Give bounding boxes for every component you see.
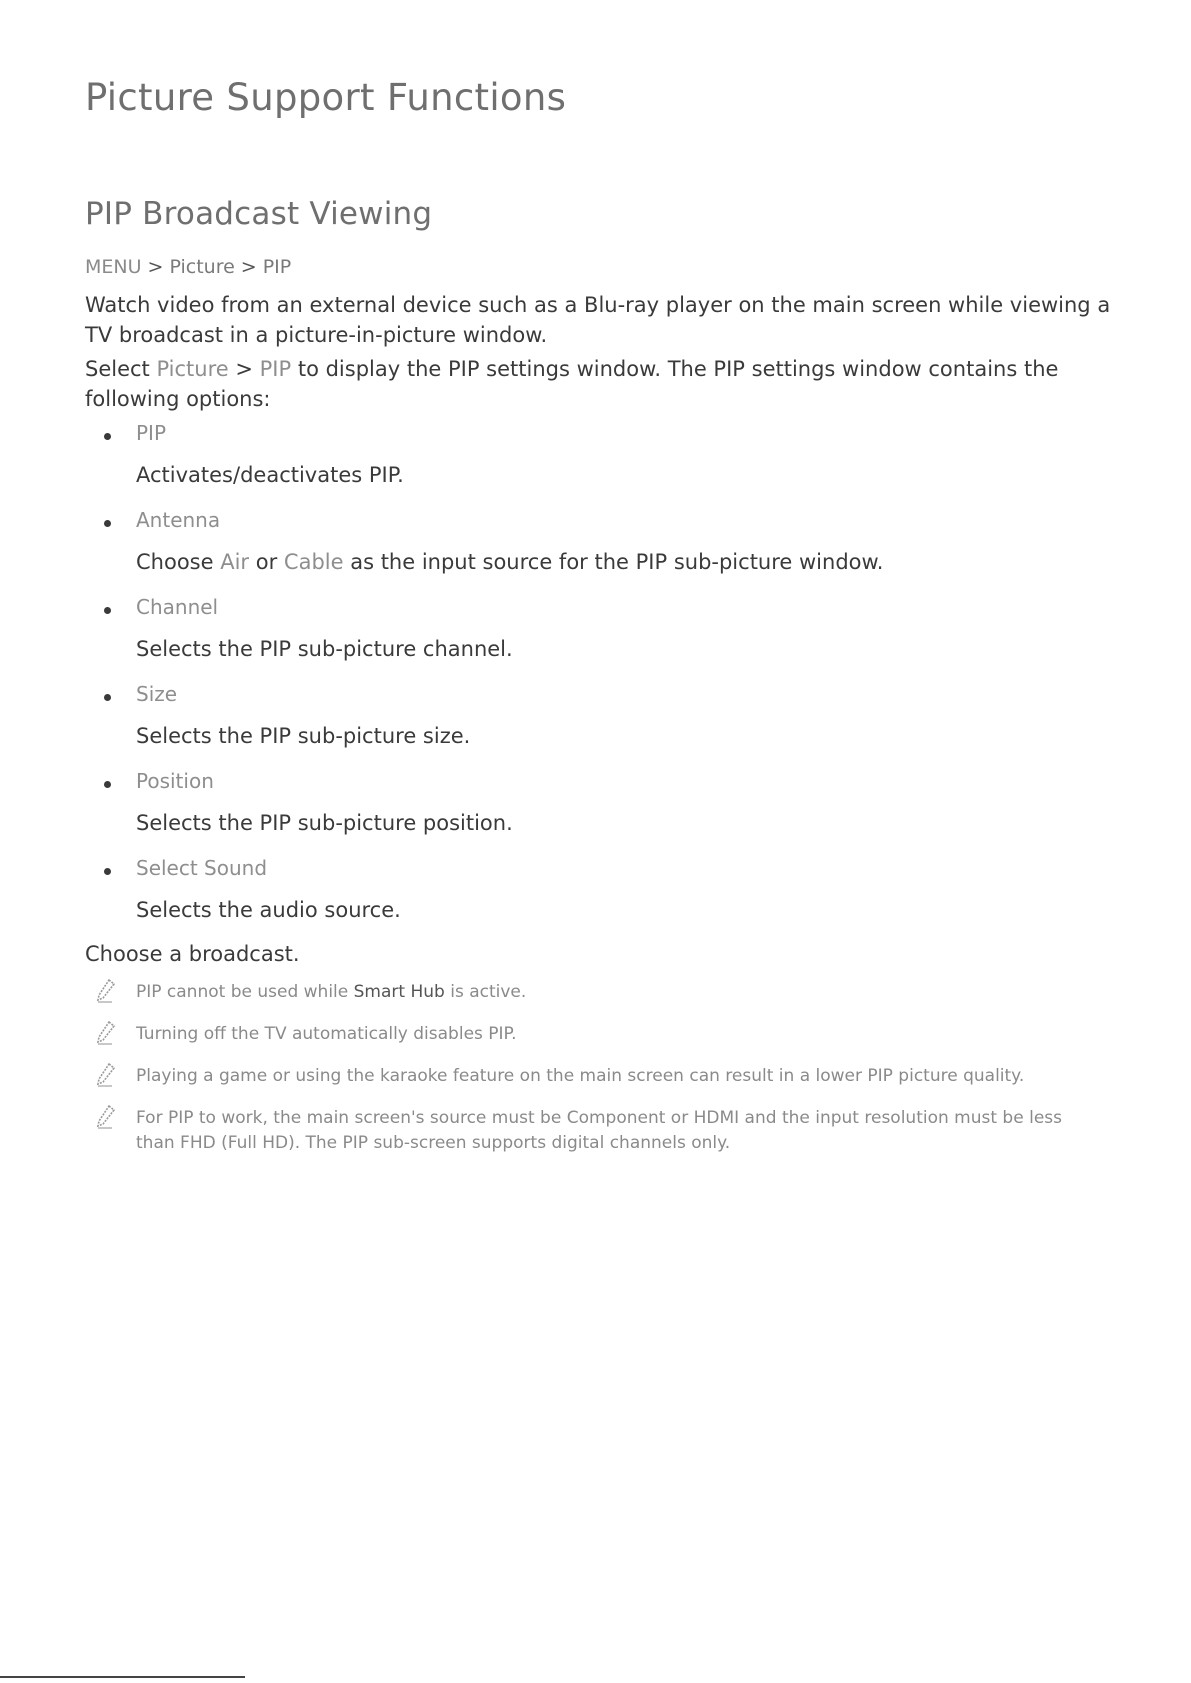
pencil-note-icon: [95, 1104, 117, 1130]
breadcrumb-picture: Picture: [169, 256, 235, 278]
bullet-icon: [104, 868, 111, 875]
option-desc-text: Choose: [136, 550, 221, 574]
options-list: [0, 418, 1191, 940]
option-desc: Activates/deactivates PIP.: [136, 463, 404, 487]
footer-divider: [0, 1676, 245, 1678]
note-item: [0, 1064, 1191, 1089]
option-name: Select Sound: [136, 856, 268, 880]
breadcrumb-separator: >: [240, 256, 257, 278]
list-item: [0, 592, 1191, 679]
list-item: [0, 853, 1191, 940]
pencil-note-icon: [95, 1062, 117, 1088]
breadcrumb-separator: >: [147, 256, 164, 278]
breadcrumb-pip: PIP: [262, 256, 292, 278]
closing-paragraph: Choose a broadcast.: [85, 942, 300, 966]
menu-path-pip: PIP: [259, 357, 292, 381]
section-title: PIP Broadcast Viewing: [85, 196, 433, 232]
option-desc: Selects the audio source.: [136, 898, 401, 922]
note-text: For PIP to work, the main screen's source must be Component or HDMI and the input resolution must be less than FHD (Full HD). The PIP sub-screen supports digital channels only.: [136, 1108, 1062, 1153]
breadcrumb-menu: MENU: [85, 256, 142, 278]
option-desc: Selects the PIP sub-picture channel.: [136, 637, 513, 661]
pencil-note-icon: [95, 1020, 117, 1046]
select-text-rest: to display the PIP settings window. The PIP settings window contains the following options:: [85, 357, 1059, 411]
breadcrumb: [85, 256, 291, 278]
bullet-icon: [104, 694, 111, 701]
option-name: PIP: [136, 421, 167, 445]
option-desc: Selects the PIP sub-picture size.: [136, 724, 471, 748]
note-item: [0, 1106, 1191, 1156]
note-item: [0, 1022, 1191, 1047]
menu-path-picture: Picture: [156, 357, 229, 381]
menu-path-separator: >: [228, 357, 260, 381]
option-name: Channel: [136, 595, 219, 619]
option-value-cable: Cable: [283, 550, 344, 574]
bullet-icon: [104, 781, 111, 788]
note-text-part: PIP cannot be used while: [136, 982, 354, 1002]
list-item: [0, 679, 1191, 766]
option-name: Antenna: [136, 508, 221, 532]
option-desc-text: or: [249, 550, 284, 574]
list-item: [0, 418, 1191, 505]
pencil-note-icon: [95, 978, 117, 1004]
option-name: Position: [136, 769, 214, 793]
page-title: Picture Support Functions: [85, 76, 567, 119]
option-desc: Selects the PIP sub-picture position.: [136, 811, 513, 835]
list-item: [0, 505, 1191, 592]
note-smart-hub: Smart Hub: [353, 982, 445, 1002]
select-text: Select: [85, 357, 157, 381]
note-text-part: is active.: [444, 982, 527, 1002]
list-item: [0, 766, 1191, 853]
option-name: Size: [136, 682, 178, 706]
note-item: [0, 980, 1191, 1005]
bullet-icon: [104, 520, 111, 527]
note-text: Turning off the TV automatically disables PIP.: [136, 1024, 517, 1044]
intro-paragraph: Watch video from an external device such as a Blu-ray player on the main screen while viewing a TV broadcast in a picture-in-picture window.: [85, 293, 1111, 347]
note-text: [136, 980, 1086, 1005]
option-value-air: Air: [220, 550, 250, 574]
option-desc: [136, 547, 883, 577]
bullet-icon: [104, 433, 111, 440]
select-paragraph: [85, 354, 1115, 414]
option-desc-text: as the input source for the PIP sub-picture window.: [343, 550, 884, 574]
bullet-icon: [104, 607, 111, 614]
note-text: Playing a game or using the karaoke feature on the main screen can result in a lower PIP picture quality.: [136, 1066, 1025, 1086]
